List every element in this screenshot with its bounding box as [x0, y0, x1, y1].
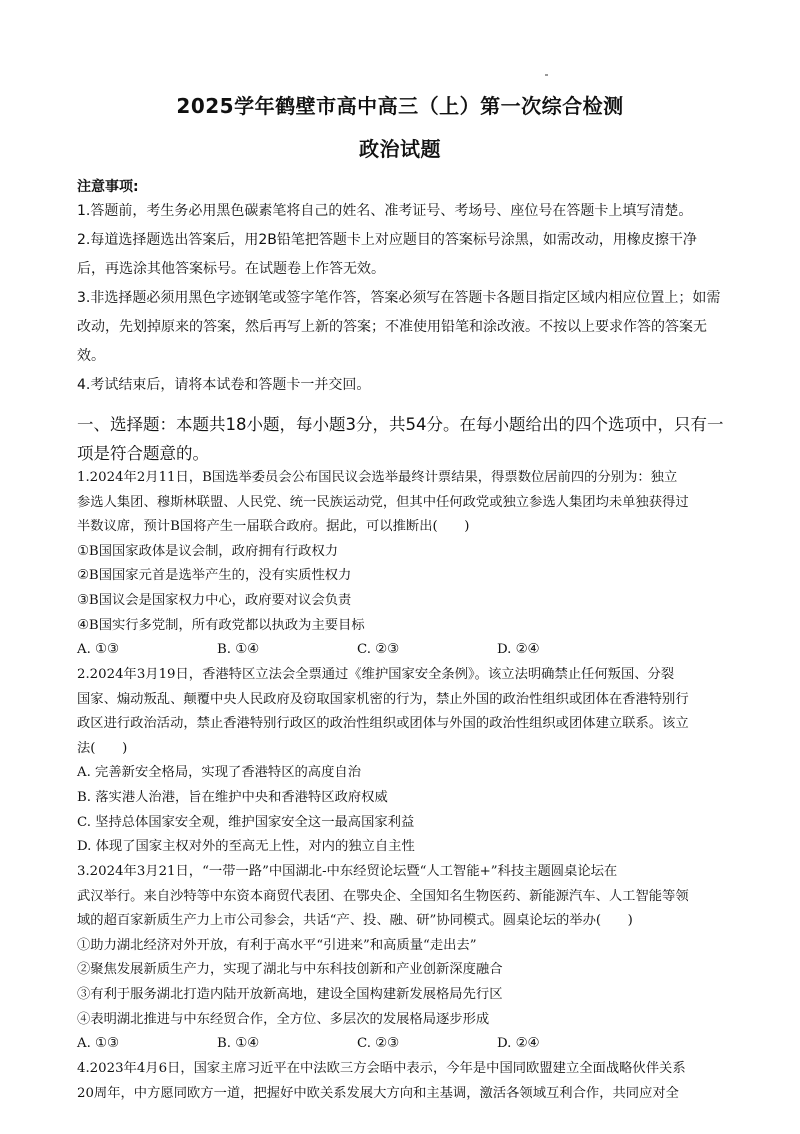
section-heading-line-2: 项是符合题意的。	[77, 444, 209, 463]
question-1-option-b[interactable]: B. ①④	[217, 642, 260, 658]
question-3-statement-3: ③有利于服务湖北打造内陆开放新高地，建设全国构建新发展格局先行区	[77, 986, 503, 1002]
notice-list	[77, 197, 727, 400]
question-3-stem-line-3: 域的超百家新质生产力上市公司参会，共话“产、投、融、研”协同模式。圆桌论坛的举办( )	[77, 913, 633, 929]
question-2-option-d[interactable]: D. 体现了国家主权对外的至高无上性，对内的独立自主性	[77, 839, 415, 855]
notice-item-3-line-1: 3.非选择题必须用黑色字迹钢笔或签字笔作答，答案必须写在答题卡各题目指定区域内相应位置上；如需	[77, 290, 721, 306]
section-heading-line-1: 一、选择题：本题共18小题，每小题3分，共54分。在每小题给出的四个选项中，只有一	[77, 415, 724, 434]
question-3-option-a[interactable]: A. ①③	[77, 1036, 119, 1052]
question-4-stem-line-2: 20周年，中方愿同欧方一道，把握好中欧关系发展大方向和主基调，激活各领域互利合作，共同应对全	[77, 1085, 679, 1101]
question-1-option-d[interactable]: D. ②④	[497, 642, 540, 658]
exam-subtitle: 政治试题	[359, 137, 441, 161]
question-2-option-b[interactable]: B. 落实港人治港，旨在维护中央和香港特区政府权威	[77, 789, 388, 805]
question-1-stem-line-1: 1.2024年2月11日，B国选举委员会公布国民议会选举最终计票结果，得票数位居前四的分别为：独立	[77, 470, 678, 485]
question-2-option-c[interactable]: C. 坚持总体国家安全观，维护国家安全这一最高国家利益	[77, 814, 415, 830]
question-1-statement-4: ④B国实行多党制，所有政党都以执政为主要目标	[77, 617, 365, 633]
question-4-stem-line-1: 4.2023年4月6日，国家主席习近平在中法欧三方会晤中表示，今年是中国同欧盟建立全面战略伙伴关系	[77, 1061, 686, 1076]
exam-title: 2025学年鹤壁市高中高三（上）第一次综合检测	[176, 94, 624, 118]
section-heading	[77, 410, 727, 468]
question-3-option-c[interactable]: C. ②③	[357, 1036, 399, 1052]
question-1-statement-3: ③B国议会是国家权力中心，政府要对议会负责	[77, 592, 352, 608]
question-1-stem-line-2: 参选人集团、穆斯林联盟、人民党、统一民族运动党，但其中任何政党或独立参选人集团均未单独获得过	[77, 494, 689, 510]
question-2-stem-line-1: 2.2024年3月19日，香港特区立法会全票通过《维护国家安全条例》。该立法明确禁止任何叛国、分裂	[77, 667, 675, 682]
question-1-statement-1: ①B国国家政体是议会制，政府拥有行政权力	[77, 543, 339, 559]
notice-item-2-line-2: 后，再选涂其他答案标号。在试题卷上作答无效。	[77, 261, 385, 277]
question-2-option-a[interactable]: A. 完善新安全格局，实现了香港特区的高度自治	[77, 765, 361, 781]
notice-item-1: 1.答题前，考生务必用黑色碳素笔将自己的姓名、准考证号、考场号、座位号在答题卡上填写清楚。	[77, 203, 693, 219]
question-3-options	[77, 1032, 725, 1057]
question-3-stem-line-1: 3.2024年3月21日，“一带一路”中国湖北-中东经贸论坛暨“人工智能+”科技主题圆桌论坛在	[77, 864, 618, 879]
question-3-statement-4: ④表明湖北推进与中东经贸合作，全方位、多层次的发展格局逐步形成	[77, 1011, 490, 1027]
notice-heading: 注意事项:	[77, 179, 139, 195]
question-2-stem-line-3: 政区进行政治活动，禁止香港特别行政区的政治性组织或团体与外国的政治性组织或团体建立联系。该立	[77, 716, 689, 732]
question-1-stem-line-3: 半数议席，预计B国将产生一届联合政府。据此，可以推断出( )	[77, 519, 470, 535]
question-1-option-c[interactable]: C. ②③	[357, 642, 399, 658]
notice-item-3-line-2: 改动，先划掉原来的答案，然后再写上新的答案；不准使用铅笔和涂改液。不按以上要求作答的答案无	[77, 319, 707, 335]
question-4	[77, 1057, 725, 1106]
question-1-options	[77, 638, 725, 663]
notice-item-4: 4.考试结束后，请将本试卷和答题卡一并交回。	[77, 377, 371, 393]
question-3-option-d[interactable]: D. ②④	[497, 1036, 540, 1052]
question-1-option-a[interactable]: A. ①③	[77, 642, 119, 658]
question-3	[77, 860, 725, 1057]
question-2-stem-line-2: 国家、煽动叛乱、颠覆中央人民政府及窃取国家机密的行为，禁止外国的政治性组织或团体在香港特别行	[77, 691, 689, 707]
notice-item-2-line-1: 2.每道选择题选出答案后，用2B铅笔把答题卡上对应题目的答案标号涂黑，如需改动，用橡皮擦干净	[77, 232, 697, 248]
question-3-stem-line-2: 武汉举行。来自沙特等中东资本商贸代表团、在鄂央企、全国知名生物医药、新能源汽车、人工智能等领	[77, 888, 689, 904]
question-3-option-b[interactable]: B. ①④	[217, 1036, 260, 1052]
question-2-stem-line-4: 法( )	[77, 740, 128, 756]
notice-item-3-line-3: 效。	[77, 348, 105, 364]
question-1	[77, 466, 725, 663]
scan-speck	[545, 74, 548, 76]
question-2	[77, 663, 725, 860]
question-3-statement-1: ①助力湖北经济对外开放，有利于高水平“引进来”和高质量“走出去”	[77, 937, 477, 953]
question-1-statement-2: ②B国国家元首是选举产生的，没有实质性权力	[77, 568, 352, 584]
question-3-statement-2: ②聚焦发展新质生产力，实现了湖北与中东科技创新和产业创新深度融合	[77, 962, 503, 978]
